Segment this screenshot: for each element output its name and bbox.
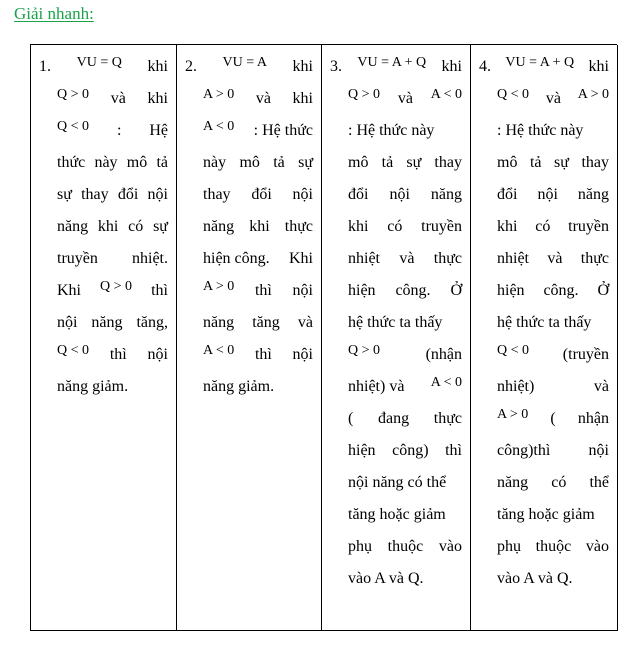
text-word: tả (273, 154, 285, 171)
text-word: và (547, 250, 563, 267)
text-word: Ở (597, 282, 609, 299)
text-word: thực (433, 410, 462, 427)
text-word: thì (254, 282, 272, 299)
text-word: 1. (39, 58, 51, 75)
text-word: tả (529, 154, 542, 171)
math-expression: Q < 0 (497, 87, 530, 102)
text-line (330, 243, 462, 275)
text-line (185, 211, 313, 243)
math-expression: A > 0 (577, 87, 609, 102)
text-word: tăng hoặc giảm (497, 506, 595, 523)
table-cell-1 (31, 45, 177, 631)
text-line (479, 563, 609, 595)
text-word: (truyền (562, 346, 609, 363)
text-word: khi (249, 218, 270, 235)
text-word: khi (588, 58, 609, 75)
text-line (479, 243, 609, 275)
text-word: tả (381, 154, 394, 171)
text-word: thực (580, 250, 609, 267)
text-word: đổi (251, 186, 272, 203)
text-word: thì (445, 442, 462, 459)
text-word: ( (550, 410, 556, 427)
text-word: thay (581, 154, 609, 171)
text-word: nhiệt (348, 250, 380, 267)
text-word: và (545, 90, 561, 107)
text-line (330, 531, 462, 563)
text-word: nhiệt) và (348, 378, 405, 395)
math-expression: VU = A + Q (505, 55, 575, 70)
text-line (330, 179, 462, 211)
text-line (479, 339, 609, 371)
text-line (330, 403, 462, 435)
text-line (39, 339, 168, 371)
text-line (330, 275, 462, 307)
text-line (330, 211, 462, 243)
text-line (330, 83, 462, 115)
text-word: và (297, 314, 313, 331)
text-word: và (110, 90, 126, 107)
text-word: : Hệ thức này (348, 122, 435, 139)
text-word: thì (151, 282, 168, 299)
text-word: mô (348, 154, 369, 171)
math-expression: Q < 0 (57, 343, 90, 358)
text-word: vào (438, 538, 462, 555)
text-word: : (116, 122, 122, 139)
text-word: 2. (185, 58, 197, 75)
math-expression: VU = A (222, 55, 267, 70)
text-word: thuộc (387, 538, 424, 555)
text-word: nhiệt) (497, 378, 535, 395)
text-line (479, 403, 609, 435)
text-word: nhiệt (497, 250, 529, 267)
text-word: khi (292, 90, 313, 107)
text-word: năng (577, 186, 609, 203)
text-word: sự (554, 154, 569, 171)
text-word: hiện công. (203, 250, 270, 267)
text-word: mô (239, 154, 260, 171)
text-word: phụ (348, 538, 372, 555)
text-line (330, 115, 462, 147)
text-word: nội (57, 314, 78, 331)
math-expression: A > 0 (497, 407, 529, 422)
text-word: có (387, 218, 403, 235)
text-word: Hệ (149, 122, 168, 139)
text-word: nội (147, 346, 168, 363)
text-word: tăng hoặc giảm (348, 506, 446, 523)
text-word: năng giảm. (203, 378, 275, 395)
text-word: năng (57, 218, 89, 235)
text-word: truyền (568, 218, 609, 235)
math-expression: VU = Q (76, 55, 122, 70)
text-word: tăng, (136, 314, 168, 331)
text-word: Khi (57, 282, 81, 299)
text-word: nội (292, 186, 313, 203)
text-line (39, 147, 168, 179)
text-word: này (94, 154, 118, 171)
text-word: và (255, 90, 271, 107)
text-word: khi (292, 58, 313, 75)
text-line (185, 339, 313, 371)
table-cell-2 (177, 45, 322, 631)
text-word: năng (203, 218, 235, 235)
text-line (185, 115, 313, 147)
text-word: : Hệ thức (253, 122, 313, 139)
text-line (330, 563, 462, 595)
table-cell-3 (322, 45, 471, 631)
text-word: 4. (479, 58, 491, 75)
text-line (330, 499, 462, 531)
comparison-table (30, 44, 617, 631)
math-expression: Q > 0 (348, 343, 381, 358)
text-word: khi (147, 58, 168, 75)
text-word: thực (433, 250, 462, 267)
text-line (39, 371, 168, 403)
text-word: nội (588, 442, 609, 459)
text-line (479, 115, 609, 147)
text-word: nhiệt. (132, 250, 168, 267)
text-word: vào A và Q. (497, 570, 573, 587)
text-word: này (203, 154, 227, 171)
text-word: và (593, 378, 609, 395)
text-word: và (397, 90, 413, 107)
text-word: hiện (497, 282, 525, 299)
text-line (479, 435, 609, 467)
math-expression: Q < 0 (497, 343, 530, 358)
math-expression: A > 0 (203, 87, 235, 102)
text-word: nội (292, 346, 313, 363)
text-line (479, 179, 609, 211)
text-line (39, 211, 168, 243)
text-word: công. (395, 282, 431, 299)
text-word: thức (57, 154, 86, 171)
text-word: thì (254, 346, 272, 363)
text-word: Ở (450, 282, 462, 299)
math-expression: A > 0 (203, 279, 235, 294)
text-word: đổi (117, 186, 139, 203)
text-word: 3. (330, 58, 342, 75)
text-word: sự (406, 154, 422, 171)
text-line (330, 467, 462, 499)
text-word: sự (57, 186, 72, 203)
text-word: nội (389, 186, 410, 203)
text-word: công)thì (497, 442, 551, 459)
text-word: công. (543, 282, 579, 299)
text-line (185, 275, 313, 307)
text-word: năng (430, 186, 462, 203)
text-word: thay (434, 154, 462, 171)
text-word: sự (298, 154, 313, 171)
table-cell-4 (471, 45, 618, 631)
text-word: thay (203, 186, 231, 203)
text-word: đang (378, 410, 410, 427)
text-line (479, 275, 609, 307)
text-word: mô (497, 154, 518, 171)
math-expression: VU = A + Q (357, 55, 427, 70)
text-line (479, 531, 609, 563)
text-word: : Hệ thức này (497, 122, 584, 139)
text-word: (nhận (425, 346, 462, 363)
math-expression: Q > 0 (100, 279, 133, 294)
text-word: truyền (57, 250, 98, 267)
text-line (479, 147, 609, 179)
text-line (479, 499, 609, 531)
math-expression: A < 0 (430, 87, 462, 102)
text-line (330, 371, 462, 403)
text-word: tăng (252, 314, 280, 331)
text-word: thực (284, 218, 313, 235)
text-word: năng (497, 474, 529, 491)
text-word: đổi (348, 186, 369, 203)
text-line (39, 179, 168, 211)
text-word: nội (537, 186, 558, 203)
text-word: sự (153, 218, 168, 235)
text-word: thay (81, 186, 109, 203)
text-word: khi (441, 58, 462, 75)
math-expression: A < 0 (203, 119, 235, 134)
text-line (330, 435, 462, 467)
text-word: mô (126, 154, 148, 171)
text-word: vào A và Q. (348, 570, 424, 587)
text-word: nội (147, 186, 168, 203)
text-word: công) (392, 442, 429, 459)
text-word: ( (348, 410, 354, 427)
text-word: khi (348, 218, 369, 235)
text-word: khi (497, 218, 518, 235)
text-word: nội (292, 282, 313, 299)
text-word: thể (589, 474, 609, 491)
text-word: có (535, 218, 551, 235)
text-word: năng (203, 314, 235, 331)
math-expression: Q > 0 (348, 87, 381, 102)
text-word: năng (91, 314, 123, 331)
math-expression: A < 0 (203, 343, 235, 358)
text-word: truyền (421, 218, 462, 235)
text-word: và (399, 250, 415, 267)
text-word: nhận (577, 410, 609, 427)
text-word: nội năng có thể (348, 474, 447, 491)
text-word: hệ thức ta thấy (497, 314, 592, 331)
math-expression: A < 0 (430, 375, 462, 390)
text-word: đổi (497, 186, 518, 203)
text-line (185, 147, 313, 179)
text-line (479, 211, 609, 243)
text-word: Khi (289, 250, 313, 267)
text-word: vào (585, 538, 609, 555)
text-line (330, 147, 462, 179)
text-word: có (128, 218, 144, 235)
text-word: hiện (348, 442, 376, 459)
text-word: khi (147, 90, 168, 107)
text-word: phụ (497, 538, 521, 555)
text-line (479, 83, 609, 115)
text-line (479, 467, 609, 499)
text-word: tả (156, 154, 168, 171)
text-word: năng giảm. (57, 378, 129, 395)
math-expression: Q > 0 (57, 87, 90, 102)
text-word: có (551, 474, 567, 491)
text-line (39, 275, 168, 307)
text-word: hệ thức ta thấy (348, 314, 443, 331)
section-heading: Giải nhanh: (14, 4, 94, 23)
text-line (185, 371, 313, 403)
text-line (39, 115, 168, 147)
text-word: hiện (348, 282, 376, 299)
text-line (185, 179, 313, 211)
text-word: thì (109, 346, 127, 363)
text-word: khi (97, 218, 119, 235)
math-expression: Q < 0 (57, 119, 90, 134)
text-word: thuộc (535, 538, 572, 555)
